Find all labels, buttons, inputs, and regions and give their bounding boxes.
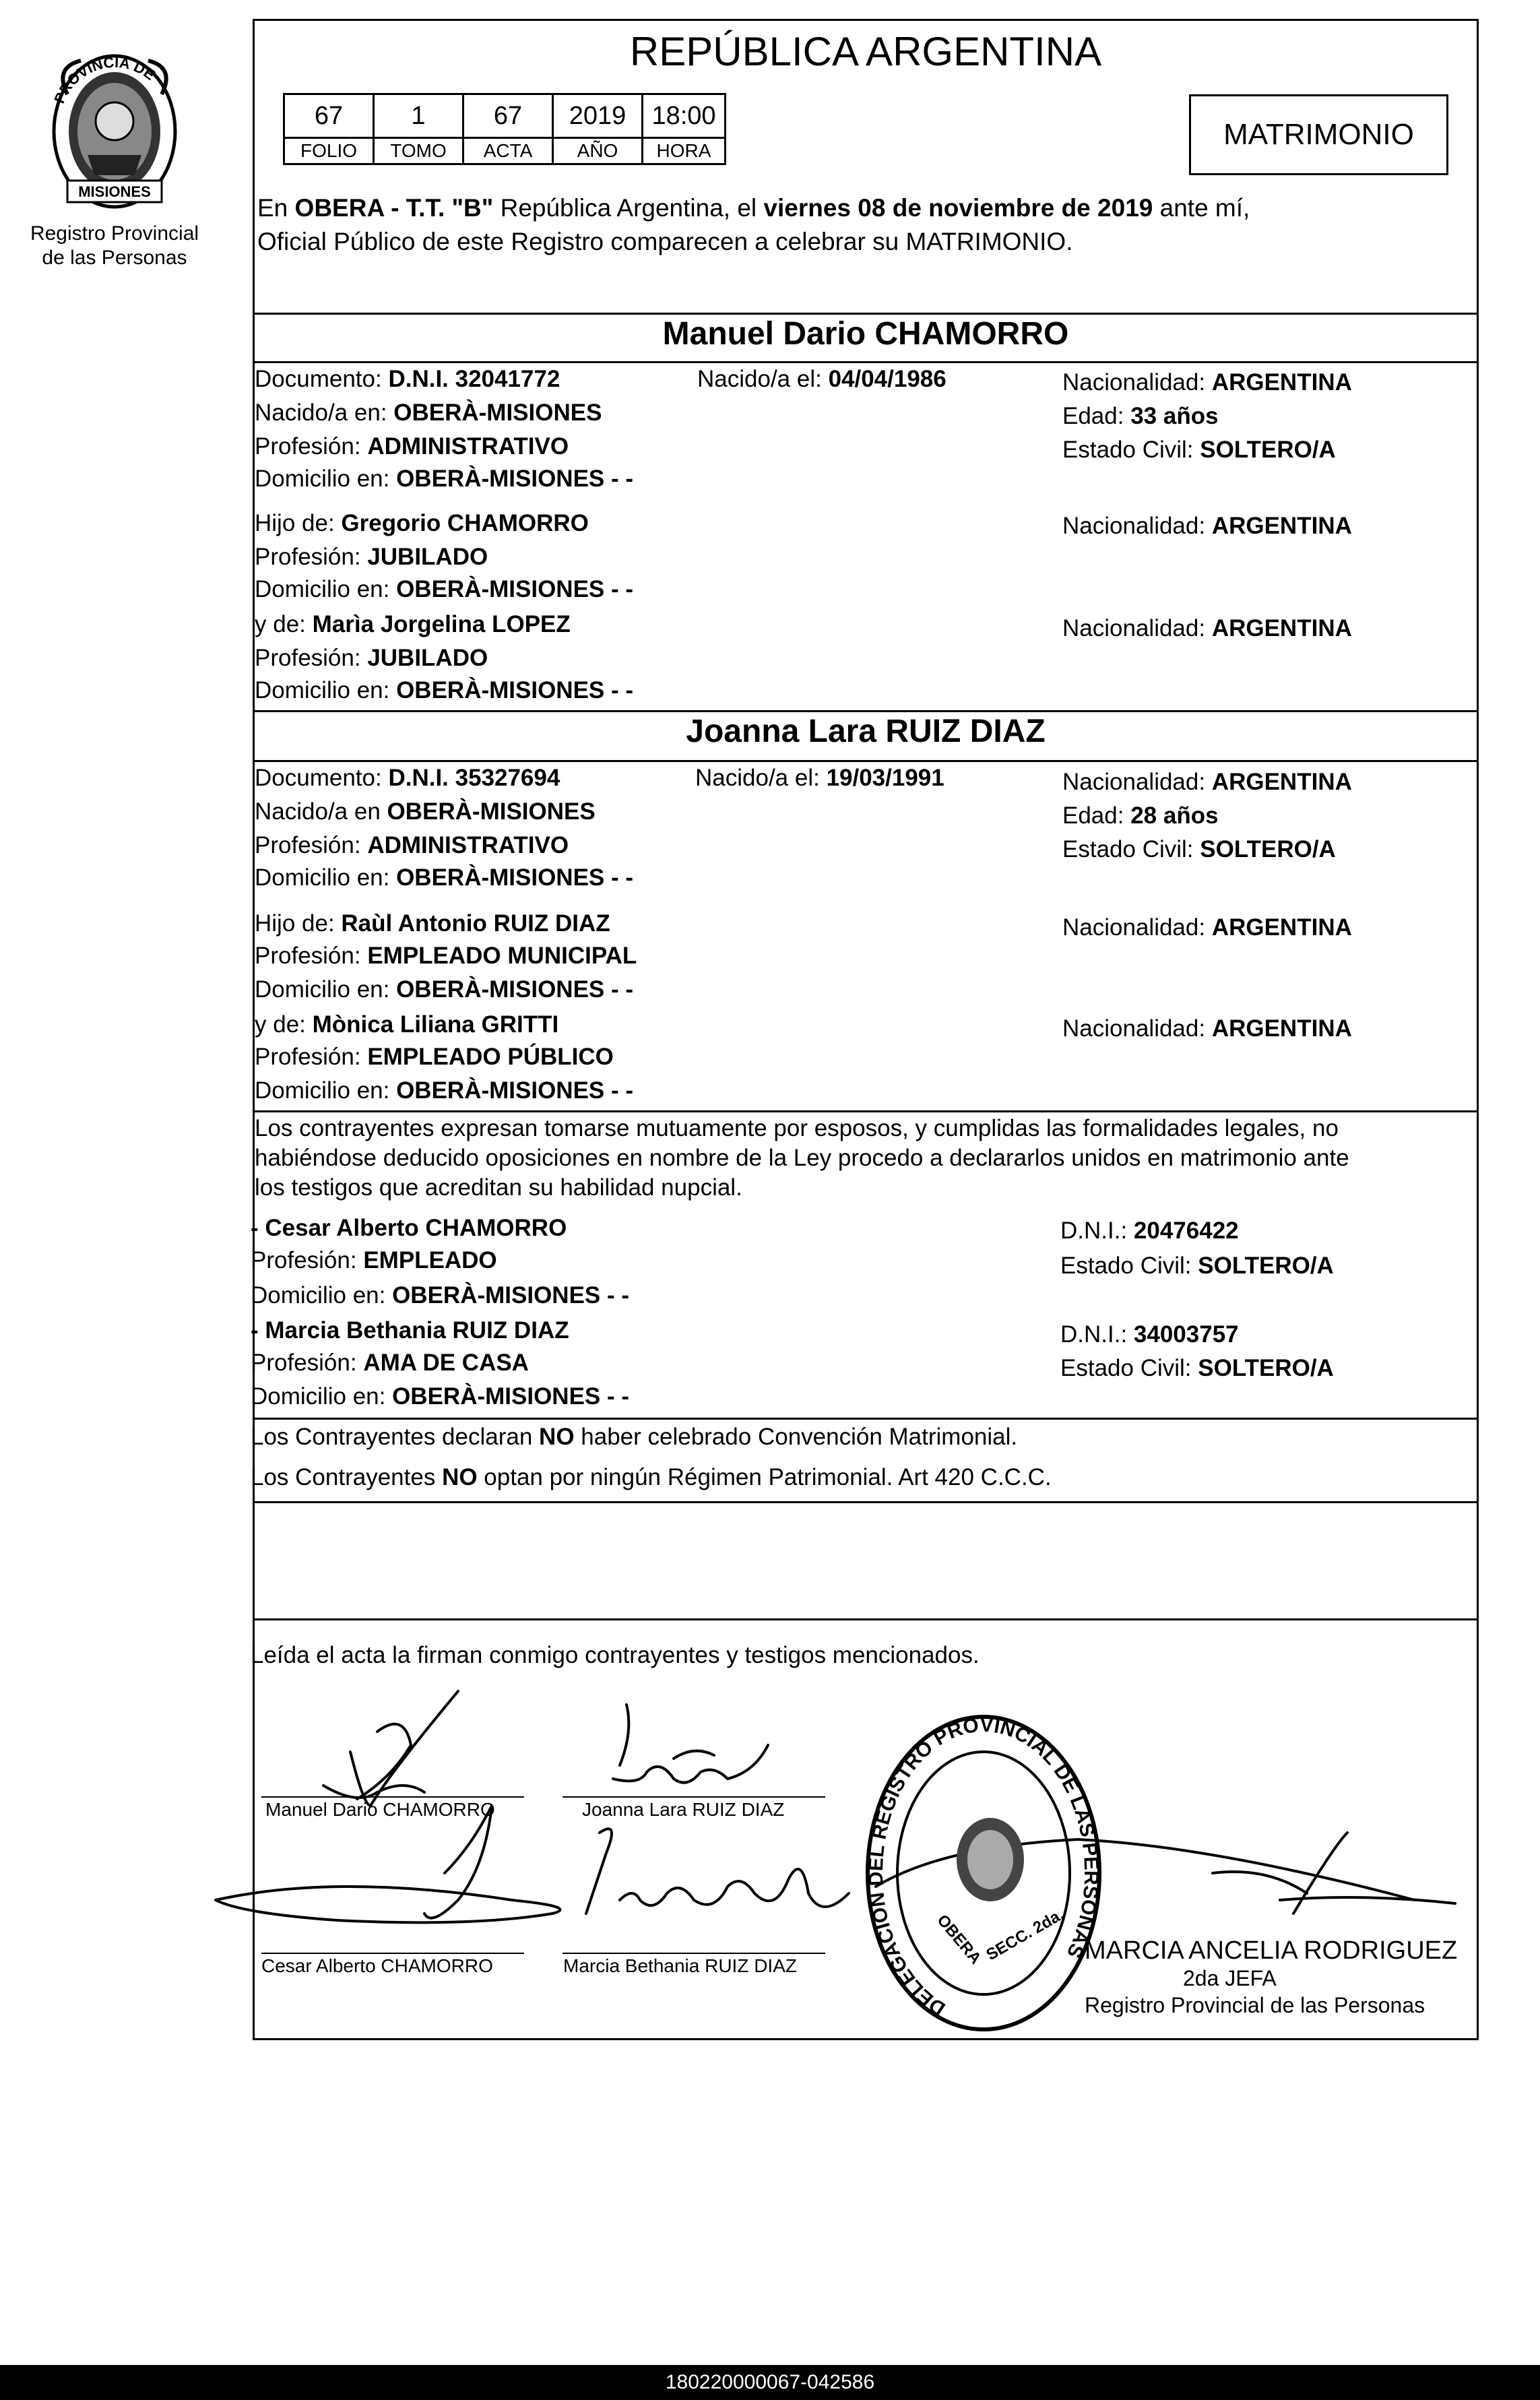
label: Domicilio en: (255, 1077, 397, 1104)
svg-text:OBERA: OBERA (933, 1911, 985, 1968)
label: y de: (255, 611, 313, 637)
value: OBERÀ-MISIONES - - (392, 1282, 630, 1308)
c1-padre (255, 507, 589, 540)
testigo-2-dni (1060, 1318, 1239, 1351)
convencion-line-2 (251, 1461, 1052, 1494)
label: Domicilio en: (255, 677, 397, 703)
label: Nacionalidad: (1062, 1015, 1212, 1042)
text-bold: NO (539, 1424, 575, 1450)
value: Gregorio CHAMORRO (341, 510, 589, 536)
divider (253, 313, 1479, 315)
value: 33 años (1130, 403, 1219, 429)
value: OBERÀ-MISIONES - - (396, 864, 634, 891)
contrayente-1-name: Manuel Dario CHAMORRO (662, 316, 1069, 352)
intro-date: viernes 08 de noviembre de 2019 (763, 194, 1153, 222)
value: EMPLEADO (363, 1247, 497, 1273)
divider (253, 710, 1479, 712)
c2-padre-nacionalidad (1062, 911, 1352, 944)
testigo-1-estado (1060, 1249, 1334, 1282)
label: Hijo de: (255, 510, 342, 536)
acta-label: ACTA (463, 138, 553, 164)
c2-padre-domicilio (255, 973, 633, 1006)
folio-value: 67 (284, 94, 374, 138)
value: Raùl Antonio RUIZ DIAZ (341, 910, 610, 937)
signatures-scribbles (202, 1671, 1482, 2048)
tipo-acta-box (1189, 94, 1448, 175)
footer-bar (0, 2365, 1540, 2400)
value: ARGENTINA (1211, 769, 1352, 795)
text-bold: NO (442, 1464, 478, 1490)
label: Profesión: (251, 1350, 364, 1376)
c2-edad (1062, 799, 1219, 832)
anio-value: 2019 (553, 94, 643, 138)
value: Mònica Liliana GRITTI (312, 1011, 559, 1038)
value: OBERÀ-MISIONES - - (396, 1077, 634, 1104)
footer-code: 180220000067-042586 (665, 2371, 875, 2393)
value: ARGENTINA (1211, 513, 1352, 539)
divider (253, 1418, 1479, 1420)
c1-madre-nacionalidad (1062, 612, 1352, 645)
c2-profesion (255, 829, 569, 862)
tomo-value: 1 (374, 94, 463, 138)
value: OBERÀ-MISIONES (387, 798, 596, 825)
label: Hijo de: (255, 910, 342, 937)
value: OBERÀ-MISIONES - - (396, 576, 634, 602)
c1-padre-domicilio (255, 573, 633, 606)
label: Domicilio en: (251, 1282, 393, 1308)
anio-label: AÑO (553, 138, 643, 164)
logo-caption-1: Registro Provincial (30, 222, 199, 245)
c1-nacido-el (697, 362, 947, 396)
tipo-acta: MATRIMONIO (1223, 118, 1414, 151)
label: Estado Civil: (1060, 1253, 1198, 1279)
contrayente-2-name: Joanna Lara RUIZ DIAZ (686, 714, 1046, 749)
declaracion-line-3: los testigos que acreditan su habilidad nupcial. (255, 1174, 742, 1201)
text: Los Contrayentes (251, 1464, 443, 1490)
value: EMPLEADO PÚBLICO (367, 1044, 614, 1070)
label: Domicilio en: (255, 976, 397, 1003)
c2-nacionalidad (1062, 765, 1352, 798)
label: Nacionalidad: (1062, 769, 1212, 795)
value: ARGENTINA (1211, 615, 1352, 641)
c1-madre-profesion (255, 641, 488, 674)
province-seal-logo (40, 40, 189, 216)
text: haber celebrado Convención Matrimonial. (574, 1424, 1018, 1450)
convencion-line-1 (251, 1420, 1017, 1453)
intro-place: OBERA - T.T. "B" (294, 194, 494, 222)
label: Domicilio en: (251, 1383, 393, 1410)
label: Estado Civil: (1062, 437, 1200, 463)
value: ADMINISTRATIVO (367, 433, 569, 460)
label: Profesión: (255, 645, 368, 671)
text: Los Contrayentes declaran (251, 1424, 540, 1450)
label: Domicilio en: (255, 864, 397, 891)
value: OBERÀ-MISIONES - - (396, 466, 634, 492)
c2-madre (255, 1008, 558, 1041)
c1-nacido-en (255, 396, 602, 429)
c2-padre-profesion (255, 939, 637, 972)
testigo-1-profesion (251, 1244, 497, 1277)
value: OBERÀ-MISIONES - - (396, 976, 634, 1003)
svg-text:PROVINCIA DE: PROVINCIA DE (51, 53, 158, 106)
testigo-1-name: - Cesar Alberto CHAMORRO (251, 1215, 567, 1241)
c1-domicilio (255, 462, 633, 495)
testigo-1-dni (1060, 1214, 1239, 1247)
value: 20476422 (1133, 1218, 1239, 1244)
oficial-cargo: 2da JEFA (1183, 1966, 1277, 1990)
testigo-2-name: - Marcia Bethania RUIZ DIAZ (251, 1317, 569, 1344)
label: Estado Civil: (1062, 836, 1200, 862)
signature-label-2: Joanna Lara RUIZ DIAZ (582, 1799, 785, 1820)
label: Edad: (1062, 403, 1131, 429)
text: optan por ningún Régimen Patrimonial. Art 420 C.C.C. (477, 1464, 1052, 1490)
delegacion-stamp (856, 1698, 1112, 2048)
value: 28 años (1130, 802, 1219, 829)
label: Profesión: (251, 1247, 364, 1273)
acta-value: 67 (463, 94, 553, 138)
value: JUBILADO (367, 645, 488, 671)
tomo-label: TOMO (374, 138, 463, 164)
c2-nacido-en (255, 795, 596, 828)
label: Nacido/a el: (695, 765, 827, 791)
value: ARGENTINA (1211, 1015, 1352, 1042)
intro-line-1 (257, 191, 1250, 224)
label: Nacionalidad: (1062, 513, 1212, 539)
oficial-name: MARCIA ANCELIA RODRIGUEZ (1085, 1936, 1458, 1965)
label: Profesión: (255, 832, 368, 858)
c2-madre-profesion (255, 1040, 614, 1073)
value: 34003757 (1133, 1321, 1239, 1348)
value: ARGENTINA (1211, 369, 1352, 396)
label: Documento: (255, 366, 389, 392)
c1-documento (255, 362, 560, 396)
value: SOLTERO/A (1200, 836, 1336, 862)
c2-madre-domicilio (255, 1074, 633, 1107)
label: Documento: (255, 765, 389, 791)
label: Edad: (1062, 802, 1131, 829)
testigo-2-domicilio (251, 1380, 629, 1413)
value: OBERÀ-MISIONES (393, 400, 602, 426)
value: SOLTERO/A (1198, 1355, 1334, 1381)
svg-text:MISIONES: MISIONES (78, 183, 151, 200)
value: 04/04/1986 (828, 366, 947, 392)
c1-nacionalidad (1062, 366, 1352, 399)
label: Profesión: (255, 544, 368, 570)
label: D.N.I.: (1060, 1218, 1134, 1244)
value: Marìa Jorgelina LOPEZ (312, 611, 571, 637)
value: 19/03/1991 (826, 765, 944, 791)
c2-estado-civil (1062, 833, 1336, 866)
divider (253, 1501, 1479, 1503)
c1-edad (1062, 400, 1219, 433)
intro-text: ante mí, (1153, 194, 1250, 222)
label: D.N.I.: (1060, 1321, 1134, 1348)
label: Nacido/a en (255, 798, 387, 825)
testigo-2-profesion (251, 1346, 529, 1379)
value: D.N.I. 35327694 (388, 765, 560, 791)
value: SOLTERO/A (1198, 1253, 1334, 1279)
divider (253, 1618, 1479, 1620)
label: Estado Civil: (1060, 1355, 1198, 1381)
c1-padre-nacionalidad (1062, 509, 1352, 542)
leida-text: Leída el acta la firman conmigo contrayentes y testigos mencionados. (251, 1642, 980, 1668)
label: Profesión: (255, 943, 368, 969)
intro-text: República Argentina, el (493, 194, 764, 222)
declaracion-line-2: habiéndose deducido oposiciones en nombre de la Ley procedo a declararlos unidos en matrimonio ante (255, 1145, 1349, 1171)
value: ARGENTINA (1211, 914, 1352, 941)
label: Nacido/a el: (697, 366, 829, 392)
c1-padre-profesion (255, 540, 488, 573)
testigo-2-estado (1060, 1352, 1334, 1385)
label: Nacionalidad: (1062, 914, 1212, 941)
hora-value: 18:00 (643, 94, 726, 138)
c2-madre-nacionalidad (1062, 1012, 1352, 1045)
c2-documento (255, 761, 560, 794)
value: D.N.I. 32041772 (388, 366, 560, 392)
hora-label: HORA (643, 138, 726, 164)
label: Nacionalidad: (1062, 369, 1212, 396)
logo-caption-2: de las Personas (42, 247, 187, 269)
intro-line-2: Oficial Público de este Registro comparecen a celebrar su MATRIMONIO. (257, 228, 1073, 255)
c2-nacido-el (695, 761, 944, 794)
c1-madre (255, 608, 571, 641)
svg-text:SECC. 2da.: SECC. 2da. (983, 1905, 1067, 1965)
signature-label-1: Manuel Dario CHAMORRO (265, 1799, 495, 1820)
folio-label: FOLIO (284, 138, 374, 164)
document-title: REPÚBLICA ARGENTINA (629, 29, 1102, 74)
c1-profesion (255, 430, 569, 463)
testigo-1-domicilio (251, 1279, 629, 1312)
label: Domicilio en: (255, 576, 397, 602)
c2-padre (255, 907, 610, 940)
value: AMA DE CASA (363, 1350, 529, 1376)
registro-table (283, 93, 726, 165)
value: JUBILADO (367, 544, 488, 570)
label: Domicilio en: (255, 466, 397, 492)
c1-estado-civil (1062, 433, 1336, 466)
value: ADMINISTRATIVO (367, 832, 569, 858)
value: OBERÀ-MISIONES - - (396, 677, 634, 703)
value: OBERÀ-MISIONES - - (392, 1383, 630, 1410)
svg-text:DELEGACION DEL REGISTRO PROVIN: DELEGACION DEL REGISTRO PROVINCIAL DE LAS PERSONAS (864, 1713, 1103, 2020)
signature-label-4: Marcia Bethania RUIZ DIAZ (563, 1955, 797, 1976)
label: Profesión: (255, 433, 368, 460)
label: Nacido/a en: (255, 400, 394, 426)
label: Profesión: (255, 1044, 368, 1070)
value: EMPLEADO MUNICIPAL (367, 943, 637, 969)
c1-madre-domicilio (255, 674, 633, 707)
label: Nacionalidad: (1062, 615, 1212, 641)
intro-text: En (257, 194, 295, 222)
oficial-registro: Registro Provincial de las Personas (1085, 1993, 1425, 2017)
c2-domicilio (255, 861, 633, 894)
value: SOLTERO/A (1200, 437, 1336, 463)
label: y de: (255, 1011, 313, 1038)
signature-label-3: Cesar Alberto CHAMORRO (261, 1955, 493, 1976)
declaracion-line-1: Los contrayentes expresan tomarse mutuamente por esposos, y cumplidas las formalidades legales, no (255, 1115, 1339, 1141)
